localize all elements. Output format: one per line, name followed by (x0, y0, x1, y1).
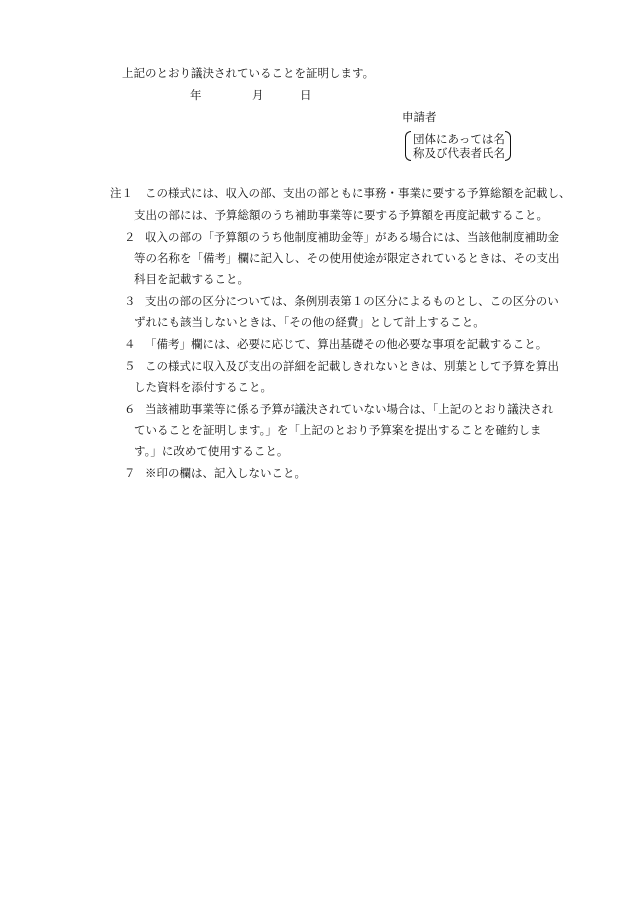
organization-note-line1: 団体にあっては名 (413, 132, 505, 146)
date-line (190, 88, 312, 102)
note-4-line-1: 「備考」欄には、必要に応じて、算出基礎その他必要な事項を記載すること。 (145, 337, 548, 351)
date-month-label: 月 (252, 88, 264, 102)
note-1-label: 注１ (110, 186, 133, 200)
note-6-label: ６ (124, 402, 136, 416)
organization-note (405, 131, 511, 161)
note-2-line-3: 科目を記載すること。 (134, 272, 249, 286)
date-day-label: 日 (300, 88, 312, 102)
note-3-line-1: 支出の部の区分については、条例別表第１の区分によるものとし、この区分のい (145, 294, 559, 308)
applicant-label: 申請者 (402, 110, 437, 124)
left-paren-bracket (405, 131, 411, 161)
note-2-label: ２ (124, 230, 136, 244)
note-4-label: ４ (124, 337, 136, 351)
note-7-label: ７ (124, 466, 136, 480)
note-2-line-1: 収入の部の「予算額のうち他制度補助金等」がある場合には、当該他制度補助金 (145, 230, 559, 244)
note-2-line-2: 等の名称を「備考」欄に記入し、その使用使途が限定されているときは、その支出 (134, 251, 560, 265)
note-3-label: ３ (124, 294, 136, 308)
note-5-line-1: この様式に収入及び支出の詳細を記載しきれないときは、別葉として予算を算出 (145, 359, 559, 373)
note-6-line-2: ていることを証明します。」を「上記のとおり予算案を提出することを確約しま (134, 423, 542, 437)
note-1-line-1: この様式には、収入の部、支出の部ともに事務・事業に要する予算総額を記載し、 (145, 186, 571, 200)
note-5-label: ５ (124, 359, 136, 373)
note-3-line-2: ずれにも該当しないときは、「その他の経費」として計上すること。 (134, 315, 485, 329)
note-1-line-2: 支出の部には、予算総額のうち補助事業等に要する予算額を再度記載すること。 (134, 208, 548, 222)
organization-note-line2: 称及び代表者氏名 (413, 146, 505, 160)
right-paren-bracket (505, 131, 511, 161)
note-5-line-2: した資料を添付すること。 (134, 380, 272, 394)
note-6-line-1: 当該補助事業等に係る予算が議決されていない場合は、「上記のとおり議決され (145, 402, 554, 416)
note-7-line-1: ※印の欄は、記入しないこと。 (145, 466, 306, 480)
note-6-line-3: す。」に改めて使用すること。 (134, 444, 289, 458)
certification-statement: 上記のとおり議決されていることを証明します。 (122, 66, 375, 80)
date-year-label: 年 (190, 88, 202, 102)
